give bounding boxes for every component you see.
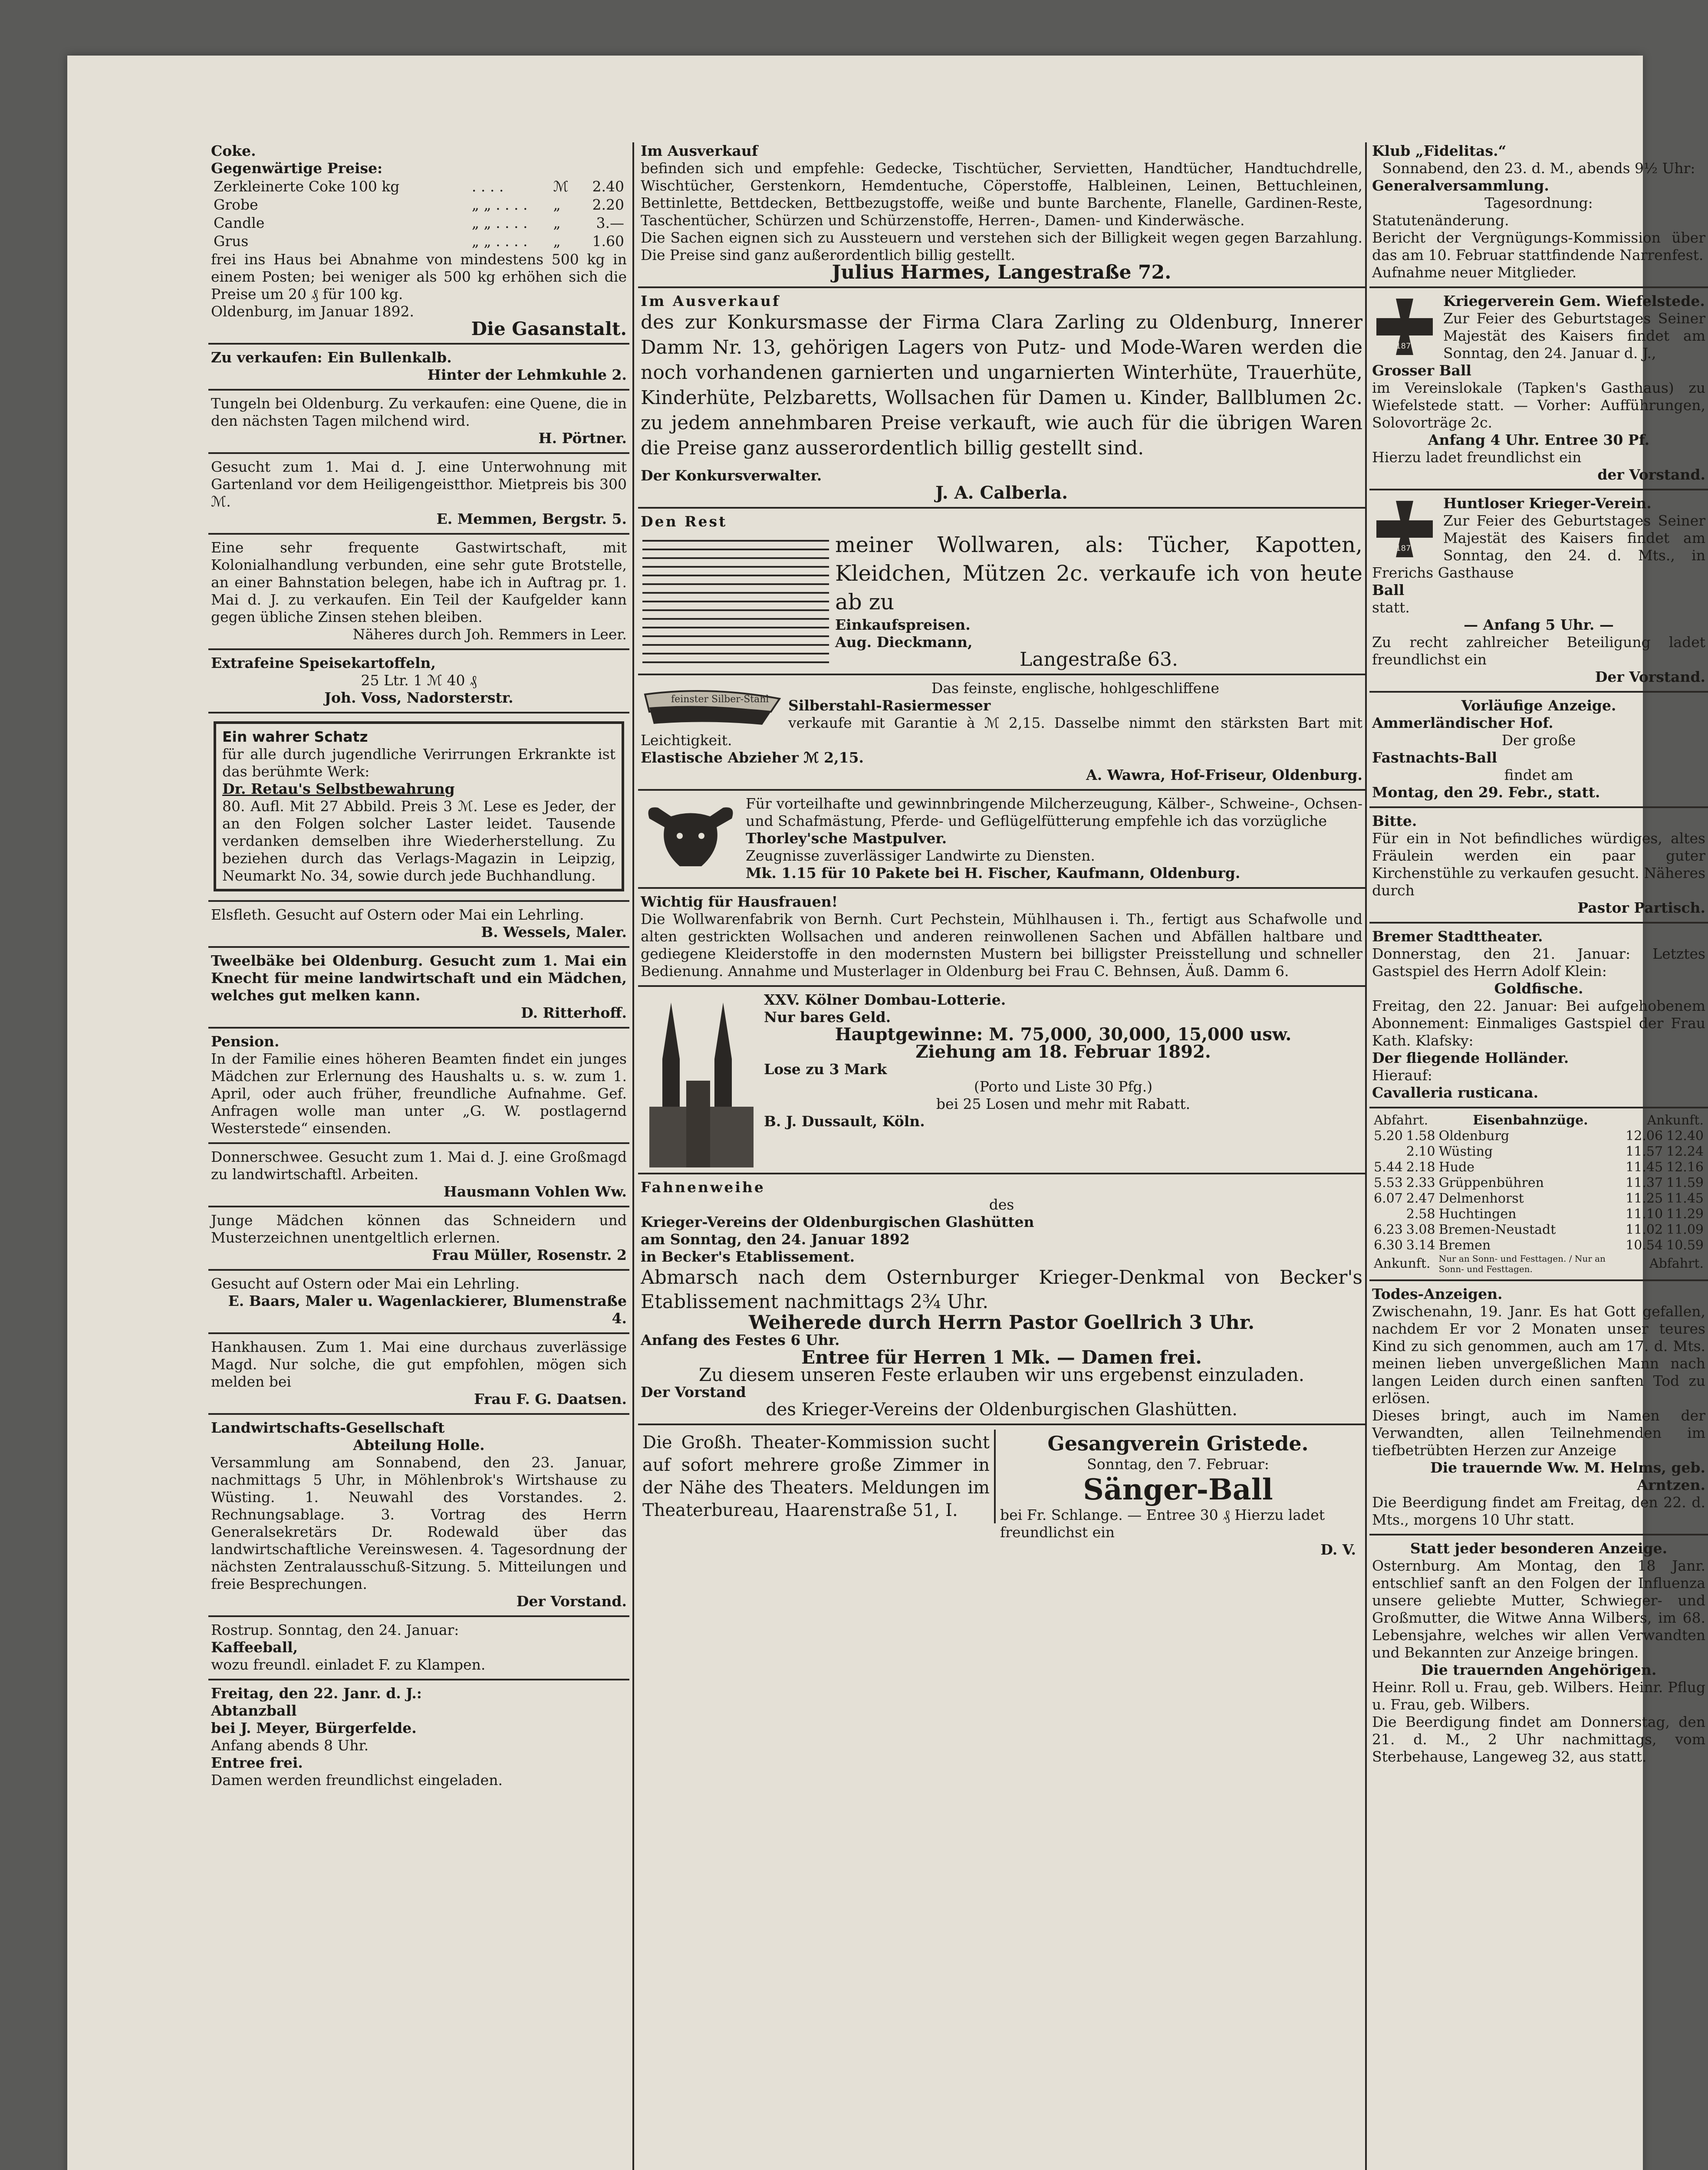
ad-text: im Vereinslokale (Tapken's Gasthaus) zu Wiefelstede statt. — Vorher: Aufführungen, Solovorträge 2c. <box>1372 379 1705 431</box>
ad-huntloser <box>1369 490 1708 693</box>
ad-date: Sonnabend, den 23. d. M., abends 9½ Uhr: <box>1382 160 1695 177</box>
ad-title: XXV. Kölner Dombau-Lotterie. <box>764 991 1006 1008</box>
ad-text: frei ins Haus bei Abnahme von mindestens 500 kg in einem Posten; bei weniger als 500 kg erhöhen sich die Preise um 20 ₰ für 100 kg. <box>211 251 627 302</box>
play-title: Goldfische. <box>1494 980 1583 997</box>
timetable-railway <box>1369 1108 1708 1281</box>
ad-signature: des Krieger-Vereins der Oldenburgischen Glashütten. <box>766 1400 1237 1420</box>
ad-text: Donnerschwee. Gesucht zum 1. Mai d. J. eine Großmagd zu landwirtschaftl. Arbeiten. <box>211 1148 627 1183</box>
ad-rasiermesser <box>638 675 1365 791</box>
ad-title: Ein wahrer Schatz <box>222 728 368 745</box>
ad-subtitle: Ball <box>1372 582 1405 598</box>
ad-entry: Entree für Herren 1 Mk. — Damen frei. <box>801 1347 1202 1368</box>
ad-signature: Die trauernde Ww. M. Helms, geb. Arntzen. <box>1430 1459 1705 1493</box>
ad-text: Die Sachen eignen sich zu Aussteuern und verstehen sich der Billigkeit wegen gegen Barzahlung. Die Preise sind ganz außerordentlich billig gestellt. <box>641 229 1362 263</box>
ad-signature: B. J. Dussault, Köln. <box>764 1113 925 1130</box>
decorative-lines <box>642 533 829 663</box>
timetable <box>1372 1113 1705 1274</box>
side-labels: Nur an Sonn- und Festtagen. / Nur an Sonn- und Festtagen. <box>1438 1253 1606 1274</box>
ad-text: Für ein in Not befindliches würdiges, altes Fräulein werden ein paar guter Kirchenstühle zu verkaufen gesucht. Näheres durch <box>1372 830 1705 899</box>
ad-title: Pension. <box>211 1033 280 1050</box>
timetable-row: 5.44 2.18 Hude 11.45 12.16 <box>1374 1160 1704 1175</box>
ad-title: Landwirtschafts-Gesellschaft <box>211 1419 445 1436</box>
ad-name: J. A. Calberla. <box>935 483 1068 503</box>
side-label: Nur an Sonn- und Festtagen. <box>1438 1253 1566 1264</box>
ad-time: Anfang des Festes 6 Uhr. <box>641 1332 840 1348</box>
ad-pension <box>208 1029 629 1144</box>
price-table <box>211 177 627 251</box>
timetable-row: 2.10 Wüsting 11.57 12.24 <box>1406 1144 1704 1159</box>
price-row: Grobe „ „ . . . . „ 2.20 <box>214 196 624 213</box>
ad-title: Statt jeder besonderen Anzeige. <box>1410 1540 1668 1557</box>
ad-schatz <box>208 713 629 902</box>
ad-signature: Pastor Partisch. <box>1577 899 1705 916</box>
ad-signature: Hausmann Vohlen Ww. <box>443 1183 627 1200</box>
column-rule <box>1365 142 1367 2170</box>
ad-text: Für vorteilhafte und gewinnbringende Milcherzeugung, Kälber-, Schweine-, Ochsen- und Schafmästung, Pferde- und Geflügelfütterung empfehle ich das vorzügliche <box>746 795 1362 829</box>
ad-text: Rostrup. Sonntag, den 24. Januar: <box>211 1621 459 1638</box>
ad-den-rest <box>638 509 1365 675</box>
ad-signature: Frau Müller, Rosenstr. 2 <box>432 1246 627 1263</box>
ad-text: Hankhausen. Zum 1. Mai eine durchaus zuverlässige Magd. Nur solche, die gut empfohlen, mögen sich melden bei <box>211 1338 627 1390</box>
ad-landwirtschaft <box>208 1415 629 1617</box>
ad-text: Damen werden freundlichst eingeladen. <box>211 1772 503 1789</box>
side-label: Nur an Sonn- und Festtagen. <box>1438 1253 1606 1274</box>
ad-place: in Becker's Etablissement. <box>641 1248 855 1265</box>
ad-text: Hierzu ladet freundlichst ein <box>1372 449 1582 466</box>
ad-signature: D. V. <box>1320 1541 1356 1558</box>
ad-text: Zur Feier des Geburtstages Seiner Majestät des Kaisers findet am Sonntag, den 24. d. Mts., in Frerichs Gasthause <box>1372 512 1705 581</box>
ad-gesangverein <box>996 1430 1360 1560</box>
ad-title: Fahnenweihe <box>641 1179 765 1196</box>
price-row: Candle „ „ . . . . „ 3.— <box>214 214 624 231</box>
column-left <box>208 138 629 1794</box>
timetable-footer <box>1372 1253 1705 1274</box>
ad-wohnung <box>208 454 629 535</box>
razor-icon <box>641 681 784 729</box>
cross-year-label: 1870 <box>1396 342 1416 351</box>
ad-title: Kaffeeball, <box>211 1639 298 1656</box>
ad-signature: H. Pörtner. <box>538 430 627 447</box>
ad-lotterie <box>638 987 1365 1174</box>
ad-title: Huntloser Krieger-Verein. <box>1443 495 1652 512</box>
ad-text: Donnerstag, den 21. Januar: Letztes Gastspiel des Herrn Adolf Klein: <box>1372 945 1705 980</box>
ad-text: Eine sehr frequente Gastwirtschaft, mit Kolonialhandlung verbunden, eine sehr gute Brotstelle, an einer Bahnstation belegen, habe ich in Auftrag pr. 1. Mai d. J. zu verkaufen. Ein Teil der Kaufgelder kann gegen übliche Zinsen stehen bleiben. <box>211 539 627 625</box>
ad-title: Silberstahl-Rasiermesser <box>788 697 991 714</box>
ad-subtitle: Die trauernden Angehörigen. <box>1421 1661 1657 1678</box>
agenda-item: Aufnahme neuer Mitglieder. <box>1372 264 1577 281</box>
ad-signature: Näheres durch Joh. Remmers in Leer. <box>352 626 627 643</box>
cathedral-icon <box>645 994 758 1167</box>
iron-cross-icon <box>1372 496 1437 562</box>
ad-title: Bitte. <box>1372 812 1417 829</box>
ad-text: Hauptgewinne: M. 75,000, 30,000, 15,000 usw. <box>835 1024 1292 1045</box>
ad-price: Einkaufspreisen. <box>835 616 971 633</box>
ad-bitte <box>1369 808 1708 924</box>
ad-time: Anfang 4 Uhr. Entree 30 Pf. <box>1428 431 1650 448</box>
ad-thorley <box>638 791 1365 889</box>
ad-text: befinden sich und empfehle: Gedecke, Tischtücher, Servietten, Handtücher, Handtuchdrelle, Wischtücher, Gerstenkorn, Hemdentuche, Cöperstoffe, Halbleinen, Leinen, Bettuchleinen, Bettinlette, Bettdecken, Bettbezugstoffe, weiße und bunte Barchente, Flanelle, Gardinen-Reste, Taschentücher, Schürzen und Schürzenstoffe, Herren-, Damen- und Kinderwäsche. <box>641 160 1362 229</box>
ad-text: des <box>989 1196 1014 1213</box>
ad-name: Aug. Dieckmann, <box>835 634 973 651</box>
price-row: Grus „ „ . . . . „ 1.60 <box>214 233 624 250</box>
ad-tungeln <box>208 391 629 454</box>
ad-text: Zeugnisse zuverlässiger Landwirte zu Diensten. <box>746 847 1095 864</box>
book-title: Dr. Retau's Selbstbewahrung <box>222 780 455 797</box>
ad-text: Zwischenahn, 19. Janr. Es hat Gott gefallen, nachdem Er vor 2 Monaten unser teures Kind zu sich genommen, auch am 17. d. Mts. meinen lieben unvergeßlichen Mann nach langen Leiden durch einen sanften Tod zu erlösen. <box>1372 1303 1705 1407</box>
ad-text: Osternburg. Am Montag, den 18 Janr. entschlief sanft an den Folgen der Influenza unsere geliebte Mutter, Schwieger- und Großmutter, die Witwe Anna Wilbers, im 68. Lebensjahre, welches wir allen Verwandten und Bekannten zur Anzeige bringen. <box>1372 1557 1705 1661</box>
column-header: Abfahrt. <box>1374 1113 1428 1128</box>
timetable-row: 6.30 3.14 Bremen 10.54 10.59 <box>1374 1238 1704 1253</box>
ad-title: Coke. <box>211 142 256 159</box>
column-footer: Ankunft. <box>1374 1256 1431 1271</box>
ad-price: Lose zu 3 Mark <box>764 1061 887 1078</box>
ad-text: Das feinste, englische, hohlgeschliffene <box>931 680 1220 697</box>
agenda-item: Bericht der Vergnügungs-Kommission über das am 10. Februar stattfindende Narrenfest. <box>1372 229 1705 263</box>
ad-signature: wozu freundl. einladet F. zu Klampen. <box>211 1656 486 1673</box>
ad-signature: E. Memmen, Bergstr. 5. <box>436 510 627 527</box>
ad-text: Gesucht auf Ostern oder Mai ein Lehrling. <box>211 1275 520 1292</box>
ad-text: des zur Konkursmasse der Firma Clara Zarling zu Oldenburg, Innerer Damm Nr. 13, gehörigen Lagers von Putz- und Mode-Waren werden die noch vorhandenen garnierten und ungarnierten Winterhüte, Trauerhüte, Kinderhüte, Pelzbaretts, Wollsachen für Damen u. Kinder, Ballblumen 2c. zu jedem annehmbaren Preise verkauft, wie auch für die übrigen Waren die Preise ganz ausserordentlich billig gestellt sind. <box>641 311 1362 459</box>
ad-text: Zu verkaufen: Ein Bullenkalb. <box>211 349 452 366</box>
ad-frame <box>214 721 624 891</box>
ad-subtitle: Gegenwärtige Preise: <box>211 160 383 177</box>
ad-text: Versammlung am Sonnabend, den 23. Januar, nachmittags 5 Uhr, in Möhlenbrok's Wirtshause zu Wüsting. 1. Neuwahl des Vorstandes. 2. Rechnungsablage. 3. Vortrag des Herrn Generalsekretärs Dr. Rodewald über das landwirtschaftliche Vereinswesen. 4. Tagesordnung der nächsten Zentralausschuß-Sitzung. 5. Mitteilungen und freie Besprechungen. <box>211 1454 627 1592</box>
ad-text: findet am <box>1504 766 1573 783</box>
ad-time: — Anfang 5 Uhr. — <box>1464 616 1614 633</box>
ad-title: Bremer Stadttheater. <box>1372 928 1543 945</box>
timetable-row: 5.20 1.58 Oldenburg 12.06 12.40 <box>1374 1128 1704 1144</box>
ad-signature: A. Wawra, Hof-Friseur, Oldenburg. <box>1086 766 1362 783</box>
timetable-row: 6.07 2.47 Delmenhorst 11.25 11.45 <box>1374 1191 1704 1206</box>
ad-text: Abmarsch nach dem Osternburger Krieger-Denkmal von Becker's Etablissement nachmittags 2¾ Uhr. <box>641 1266 1362 1313</box>
ad-subtitle: Sänger-Ball <box>1083 1473 1273 1506</box>
ad-lehrling <box>208 1271 629 1334</box>
razor-blade-label: feinster Silber-Stahl <box>671 694 769 705</box>
ad-text: Die Großh. Theater-Kommission sucht auf sofort mehrere große Zimmer in der Nähe des Theaters. Meldungen im Theaterbureau, Haarenstraße 51, I. <box>642 1433 990 1520</box>
play-title: Der fliegende Holländer. <box>1372 1049 1569 1066</box>
ad-text: statt. <box>1372 599 1410 616</box>
ad-names: Heinr. Roll u. Frau, geb. Wilbers. Heinr. Pflug u. Frau, geb. Wilbers. <box>1372 1679 1705 1713</box>
ad-ausverkauf-harmes <box>638 138 1365 288</box>
ad-text: Dieses bringt, auch im Namen der Verwandten, allen Teilnehmenden im tiefbetrübten Herzen zur Anzeige <box>1372 1407 1705 1459</box>
ad-stadttheater <box>1369 924 1708 1108</box>
ad-title: Gesangverein Gristede. <box>1047 1432 1309 1455</box>
ad-signature: Die Gasanstalt. <box>471 318 627 339</box>
ad-title: Extrafeine Speisekartoffeln, <box>211 654 436 671</box>
timetable-row: 2.58 Huchtingen 11.10 11.29 <box>1406 1207 1704 1222</box>
ad-text: Zur Feier des Geburtstages Seiner Majestät des Kaisers findet am Sonntag, den 24. Januar d. J., <box>1443 310 1705 362</box>
column-right <box>1369 138 1708 1771</box>
ad-text: Hierauf: <box>1372 1067 1432 1084</box>
ad-subtitle: Fastnachts-Ball <box>1372 749 1497 766</box>
column-rule <box>632 142 634 2170</box>
ad-bullenkalb <box>208 345 629 391</box>
ad-title: Todes-Anzeigen. <box>1372 1286 1503 1302</box>
ad-coke <box>208 138 629 345</box>
ad-text: In der Familie eines höheren Beamten findet ein junges Mädchen zur Erlernung des Haushalts u. s. w. zum 1. April, oder auch früher, freundliche Aufnahme. Gef. Anfragen wolle man unter „G. W. postlagernd Westerstede“ einsenden. <box>211 1050 627 1137</box>
ad-text: Gesucht zum 1. Mai d. J. eine Unterwohnung mit Gartenland vor dem Heiligengeistthor. Mietpreis bis 300 ℳ. <box>211 458 627 510</box>
ad-subtitle: Nur bares Geld. <box>764 1009 891 1026</box>
cross-year-label: 1870 <box>1396 544 1416 553</box>
ad-signature: Hinter der Lehmkuhle 2. <box>427 366 627 383</box>
ad-text: Weiherede durch Herrn Pastor Goellrich 3 Uhr. <box>748 1312 1255 1334</box>
ad-subtitle: Grosser Ball <box>1372 362 1471 379</box>
ad-signature: D. Ritterhoff. <box>521 1004 627 1021</box>
ad-title: Ammerländischer Hof. <box>1372 714 1553 731</box>
agenda-item: Statutenänderung. <box>1372 212 1509 229</box>
ad-text: Die Beerdigung findet am Freitag, den 22. d. Mts., morgens 10 Uhr statt. <box>1372 1494 1705 1528</box>
ad-entry: Entree frei. <box>211 1754 303 1771</box>
ad-text: Tungeln bei Oldenburg. Zu verkaufen: eine Quene, die in den nächsten Tagen milchend wird. <box>211 395 627 429</box>
ad-date: Sonntag, den 7. Februar: <box>1087 1456 1269 1473</box>
ad-theater-kommission <box>638 1430 996 1523</box>
ad-date: Montag, den 29. Febr., statt. <box>1372 784 1600 801</box>
ad-subtitle: Generalversammlung. <box>1372 177 1549 194</box>
ad-title: Klub „Fidelitas.“ <box>1372 142 1507 159</box>
ad-place: bei J. Meyer, Bürgerfelde. <box>211 1720 417 1736</box>
ad-title: Im Ausverkauf <box>641 293 781 309</box>
ad-fahnenweihe <box>638 1174 1365 1425</box>
ad-text: Die Beerdigung findet am Donnerstag, den 21. d. M., 2 Uhr nachmittags, vom Sterbehause, Langeweg 32, aus statt. <box>1372 1713 1705 1765</box>
ad-text: Ziehung am 18. Februar 1892. <box>915 1042 1211 1062</box>
ad-kriegerverein-wiefelstede <box>1369 288 1708 490</box>
ad-text: Elsfleth. Gesucht auf Ostern oder Mai ein Lehrling. <box>211 906 584 923</box>
ad-signature: B. Wessels, Maler. <box>481 924 627 940</box>
ad-text: meiner Wollwaren, als: Tücher, Kapotten, Kleidchen, Mützen 2c. verkaufe ich von heute ab zu <box>835 532 1362 615</box>
play-title: Cavalleria rusticana. <box>1372 1084 1539 1101</box>
ad-kaffeeball <box>208 1617 629 1680</box>
ad-hankhausen <box>208 1334 629 1415</box>
ad-text: 80. Aufl. Mit 27 Abbild. Preis 3 ℳ. Lese es Jeder, der an den Folgen solcher Laster leidet. Tausende verdanken demselben ihre Wiederherstellung. Zu beziehen durch das Verlags-Magazin in Leipzig, Neumarkt No. 34, sowie durch jede Buchhandlung. <box>222 798 615 884</box>
ad-elsfleth <box>208 902 629 948</box>
ad-signature: Der Vorstand. <box>516 1593 627 1610</box>
ad-text: Zu diesem unseren Feste erlauben wir uns ergebenst einzuladen. <box>698 1364 1305 1385</box>
ad-text: (Porto und Liste 30 Pfg.) <box>974 1078 1153 1095</box>
ad-subtitle: Krieger-Vereins der Oldenburgischen Glashütten <box>641 1213 1034 1230</box>
ad-signature: Julius Harmes, Langestraße 72. <box>832 261 1172 283</box>
ad-maedchen <box>208 1207 629 1271</box>
ad-fidelitas <box>1369 138 1708 288</box>
ad-signature: Joh. Voss, Nadorsterstr. <box>324 689 513 706</box>
ad-text: für alle durch jugendliche Verirrungen Erkrankte ist das berühmte Werk: <box>222 746 615 780</box>
price-row: Zerkleinerte Coke 100 kg . . . . ℳ 2.40 <box>214 178 624 195</box>
ad-statt-anzeige <box>1369 1535 1708 1771</box>
timetable-row: 5.53 2.33 Grüppenbühren 11.37 11.59 <box>1374 1175 1704 1190</box>
ad-signature: E. Baars, Maler u. Wagenlackierer, Blumenstraße 4. <box>228 1292 627 1327</box>
ad-text: Tagesordnung: <box>1484 194 1593 211</box>
ad-gastwirtschaft <box>208 535 629 650</box>
ad-text: Freitag, den 22. Janr. d. J.: <box>211 1685 422 1702</box>
ad-date: am Sonntag, den 24. Januar 1892 <box>641 1231 910 1248</box>
ad-kartoffeln <box>208 650 629 713</box>
ad-text: Der große <box>1501 732 1576 749</box>
ad-title: Wichtig für Hausfrauen! <box>641 893 838 910</box>
timetable-header <box>1372 1113 1705 1128</box>
ad-signature: Der Vorstand. <box>1595 668 1705 685</box>
ad-ammerland <box>1369 693 1708 808</box>
ad-title: Thorley'sche Mastpulver. <box>746 830 947 847</box>
ad-text: Tweelbäke bei Oldenburg. Gesucht zum 1. Mai ein Knecht für meine landwirtschaft und ein Mädchen, welches gut melken kann. <box>211 952 627 1004</box>
ad-date: Oldenburg, im Januar 1892. <box>211 303 414 320</box>
ad-hausfrauen <box>638 889 1365 987</box>
iron-cross-icon <box>1372 294 1437 359</box>
timetable-title: Eisenbahnzüge. <box>1473 1113 1588 1128</box>
ad-time: Anfang abends 8 Uhr. <box>211 1737 369 1754</box>
ad-title: Im Ausverkauf <box>641 142 758 159</box>
ad-text: Vorläufige Anzeige. <box>1461 697 1616 714</box>
ad-signature: Der Vorstand <box>641 1384 746 1401</box>
newspaper-page <box>67 56 1705 2170</box>
bottom-ads <box>638 1425 1365 1560</box>
ad-abtanzball <box>208 1680 629 1794</box>
ad-tweelbaeke <box>208 948 629 1029</box>
ad-signature: Der Konkursverwalter. <box>641 467 822 484</box>
ad-text: Junge Mädchen können das Schneidern und Musterzeichnen unentgeltlich erlernen. <box>211 1212 627 1246</box>
ad-text: Die Wollwarenfabrik von Bernh. Curt Pechstein, Mühlhausen i. Th., fertigt aus Schafwolle und alten gestrickten Wollsachen und anderen reinwollenen Sachen und Abfällen haltbare und gediegene Kleiderstoffe in den modernsten Mustern bei billigster Preisstellung und schneller Bedienung. Annahme und Musterlager in Oldenburg bei Frau C. Behnsen, Äuß. Damm 6. <box>641 911 1362 980</box>
ad-text: Elastische Abzieher ℳ 2,15. <box>641 749 864 766</box>
column-header: Ankunft. <box>1647 1113 1704 1128</box>
ad-signature: Frau F. G. Daatsen. <box>474 1391 627 1407</box>
ad-text: bei Fr. Schlange. — Entree 30 ₰ Hierzu ladet freundlichst ein <box>1000 1506 1325 1541</box>
ad-text: Zu recht zahlreicher Beteiligung ladet freundlichst ein <box>1372 634 1705 668</box>
ad-signature: der Vorstand. <box>1597 466 1705 483</box>
timetable-row: 6.23 3.08 Bremen-Neustadt 11.02 11.09 <box>1374 1222 1704 1237</box>
ad-subtitle: Abteilung Holle. <box>353 1437 485 1453</box>
ad-text: verkaufe mit Garantie à ℳ 2,15. Dasselbe nimmt den stärksten Bart mit Leichtigkeit. <box>641 714 1362 749</box>
bull-head-icon <box>641 797 740 871</box>
ad-donnerschwee <box>208 1144 629 1207</box>
ad-address: Langestraße 63. <box>1020 648 1178 671</box>
ad-title: Den Rest <box>641 513 727 530</box>
ad-text: Freitag, den 22. Januar: Bei aufgehobenem Abonnement: Einmaliges Gastspiel der Frau Kath. Klafsky: <box>1372 997 1705 1049</box>
ad-ausverkauf-zarling <box>638 288 1365 509</box>
column-footer: Abfahrt. <box>1649 1256 1704 1271</box>
ad-text: 25 Ltr. 1 ℳ 40 ₰ <box>361 672 477 689</box>
column-middle <box>638 138 1365 1560</box>
ad-text: bei 25 Losen und mehr mit Rabatt. <box>936 1095 1191 1112</box>
ad-title: Abtanzball <box>211 1702 297 1719</box>
ad-title: Kriegerverein Gem. Wiefelstede. <box>1443 293 1705 309</box>
ad-signature: Mk. 1.15 für 10 Pakete bei H. Fischer, Kaufmann, Oldenburg. <box>746 865 1241 881</box>
ad-todes-anzeigen <box>1369 1281 1708 1535</box>
